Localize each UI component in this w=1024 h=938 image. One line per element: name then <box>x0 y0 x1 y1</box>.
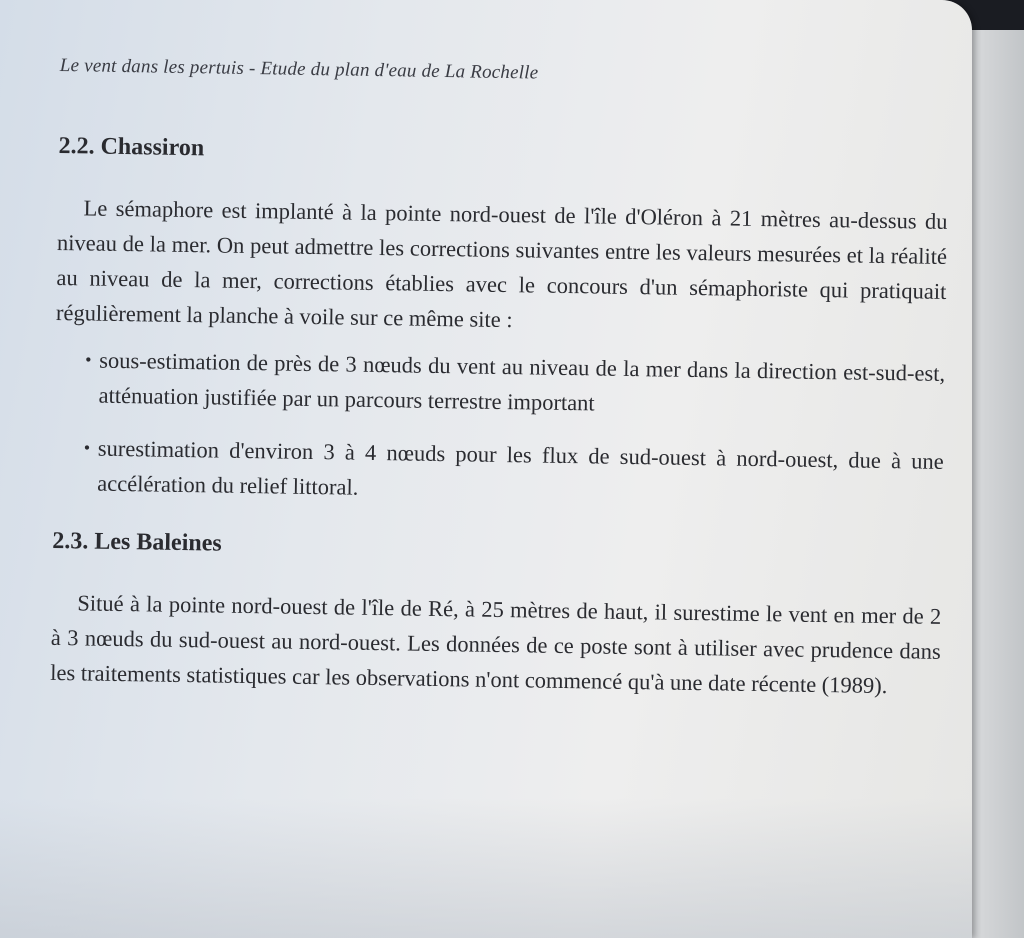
bullet-text: surestimation d'environ 3 à 4 nœuds pour les flux de sud-ouest à nord-ouest, due à une accélération du relief littoral. <box>97 435 944 500</box>
section-heading-chassiron: 2.2. Chassiron <box>58 132 205 162</box>
running-head: Le vent dans les pertuis - Etude du plan d'eau de La Rochelle <box>59 55 539 84</box>
bullet-item <box>83 430 944 513</box>
bullet-list-chassiron <box>53 342 945 514</box>
section-heading-baleines: 2.3. Les Baleines <box>52 527 222 557</box>
page-text <box>50 55 950 704</box>
paragraph-baleines: Situé à la pointe nord-ouest de l'île de Ré, à 25 mètres de haut, il surestime le vent en mer de 2 à 3 nœuds du sud-ouest au nord-ouest. Les données de ce poste sont à utiliser avec prudence dans les traitements statistiques car les observations n'ont commencé qu'à une date récente (1989). <box>50 590 942 699</box>
bullet-icon: • <box>85 349 92 370</box>
bullet-text: sous-estimation de près de 3 nœuds du vent au niveau de la mer dans la direction est-sud-est, atténuation justifiée par un parcours terrestre important <box>98 347 946 416</box>
bullet-icon: • <box>83 437 91 458</box>
paragraph-chassiron: Le sémaphore est implanté à la pointe nord-ouest de l'île d'Oléron à 21 mètres au-dessus du niveau de la mer. On peut admettre les corrections suivantes entre les valeurs mesurées et la réalité au niveau de la mer, corrections établies avec le concours d'un sémaphoriste qui pratiquait régulièrement la planche à voile sur ce même site : <box>55 195 948 333</box>
bullet-item <box>84 342 945 425</box>
